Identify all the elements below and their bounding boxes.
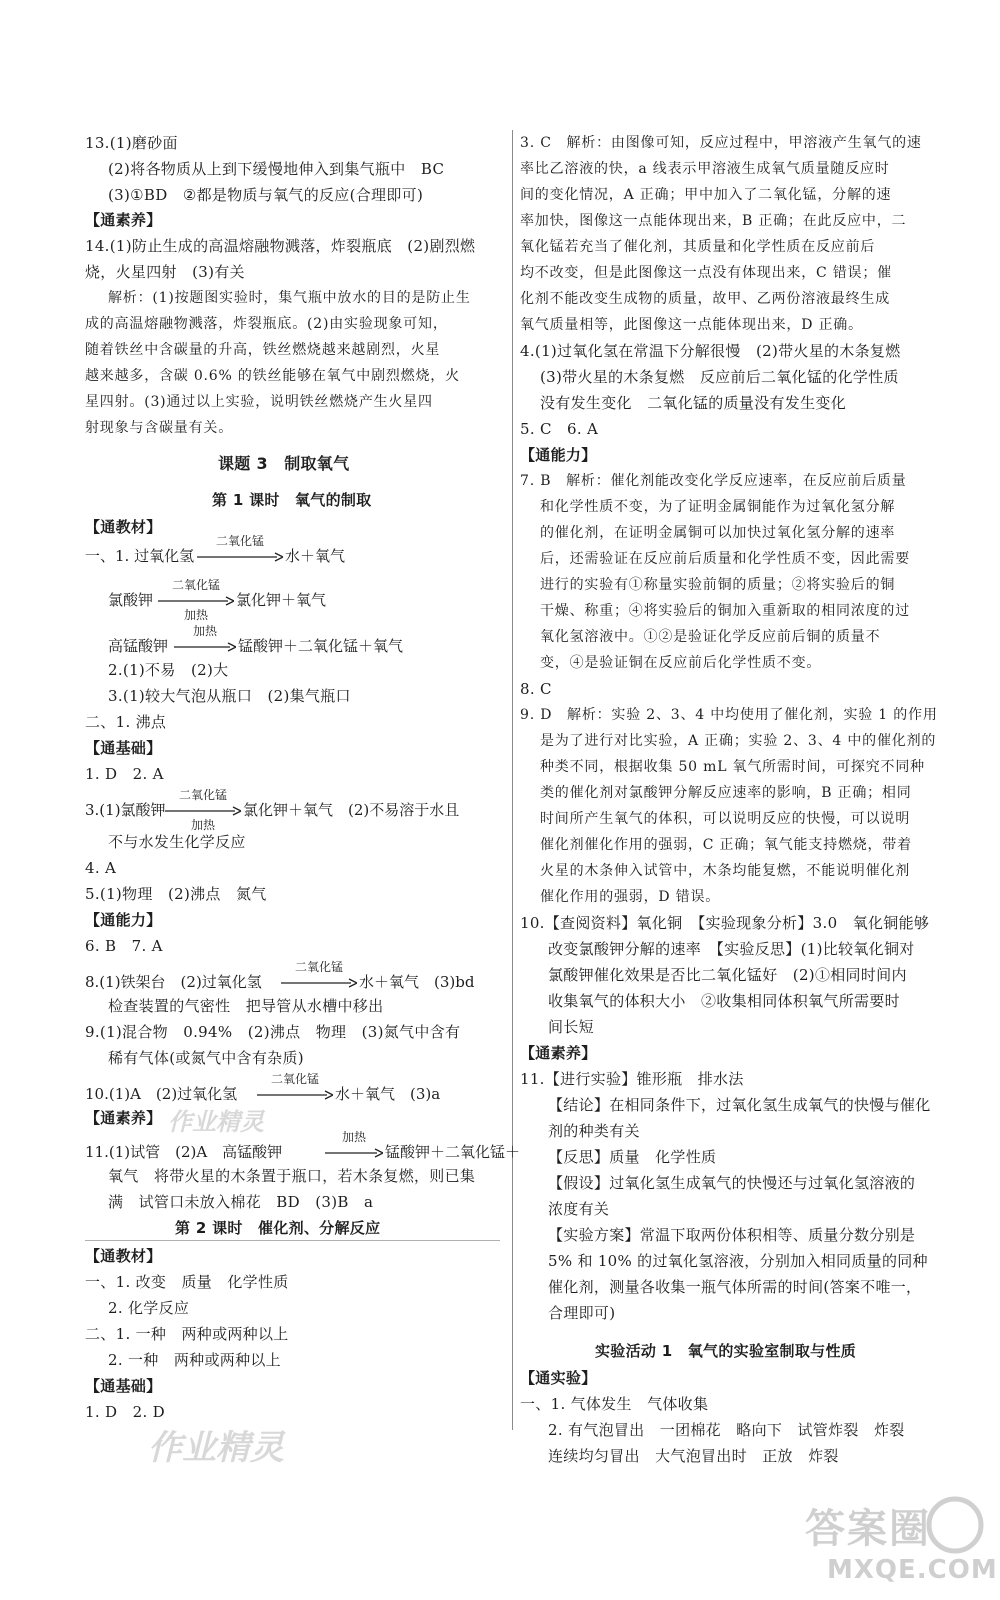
q13-line3: (3)①BD ②都是物质与氧气的反应(合理即可)	[108, 186, 424, 204]
catalyst-label: 二氧化锰	[294, 960, 343, 974]
section-heading: 【通能力】	[85, 911, 162, 929]
answer-10-line: 间长短	[548, 1018, 594, 1036]
equation-reactants: 氯酸钾	[108, 591, 154, 609]
catalyst-label: 二氧化锰	[215, 534, 264, 548]
logo-text: 答案圈	[805, 1506, 931, 1552]
answer-line: 5. C 6. A	[520, 420, 599, 438]
answer-11-line: 【假设】过氧化氢生成氧气的快慢还与过氧化氢溶液的	[548, 1174, 916, 1192]
equation-products: 水＋氧气 (3)bd	[359, 973, 475, 991]
answer-line: 不与水发生化学反应	[108, 833, 246, 851]
answer-9-line: 催化剂催化作用的强弱，C 正确；氧气能支持燃烧，带着	[540, 837, 912, 853]
reaction-arrow-icon	[325, 1148, 383, 1158]
answer-7-line: 7. B 解析：催化剂能改变化学反应速率，在反应前后质量	[520, 473, 907, 489]
equation-reactants: 11.(1)试管 (2)A 高锰酸钾	[85, 1143, 283, 1161]
section-heading: 【通教材】	[85, 1247, 162, 1265]
answer-9-line: 种类不同，根据收集 50 mL 氧气所需时间，可探究不同种	[540, 759, 925, 775]
answer-10-line: 氯酸钾催化效果是否比二氧化锰好 (2)①相同时间内	[548, 966, 907, 984]
q14-line1: 14.(1)防止生成的高温熔融物溅落，炸裂瓶底 (2)剧烈燃	[85, 237, 476, 255]
answer-line: 2. 一种 两种或两种以上	[108, 1351, 281, 1369]
answer-7-line: 后，还需验证在反应前后质量和化学性质不变，因此需要	[540, 551, 910, 567]
watermark: 作业精灵	[148, 1428, 284, 1468]
answer-line: 4. A	[85, 859, 117, 877]
equation-2	[108, 574, 498, 626]
answer-line: 一、1. 改变 质量 化学性质	[85, 1273, 289, 1291]
answer-line: 3.(1)较大气泡从瓶口 (2)集气瓶口	[108, 687, 351, 705]
reaction-arrow-icon	[165, 806, 241, 816]
catalyst-label: 二氧化锰	[171, 578, 220, 592]
answer-10-line: 改变氯酸钾分解的速率 【实验反思】(1)比较氧化铜对	[548, 940, 915, 958]
answer-9-line: 催化作用的强弱，D 错误。	[540, 889, 721, 905]
equation-products: 水＋氧气	[285, 547, 346, 565]
answer-3-line: 率比乙溶液的快，a 线表示甲溶液生成氧气质量随反应时	[520, 161, 890, 177]
reaction-arrow-icon	[281, 978, 357, 988]
answer-9-line: 9. D 解析：实验 2、3、4 中均使用了催化剂，实验 1 的作用	[520, 707, 938, 723]
answer-4-line: 没有发生变化 二氧化锰的质量没有发生变化	[540, 394, 847, 412]
answer-line: 9.(1)混合物 0.94% (2)沸点 物理 (3)氮气中含有	[85, 1023, 461, 1041]
q14-line2: 烧，火星四射 (3)有关	[85, 263, 245, 281]
answer-7-line: 的催化剂，在证明金属铜可以加快过氧化氢分解的速率	[540, 525, 896, 541]
catalyst-label: 二氧化锰	[270, 1072, 319, 1086]
section-rule	[85, 1240, 500, 1241]
reaction-arrow-icon	[197, 552, 283, 562]
condition-label: 加热	[190, 818, 215, 832]
equation-products: 氯化钾＋氧气 (2)不易溶于水且	[243, 801, 460, 819]
activity-title: 实验活动 1 氧气的实验室制取与性质	[595, 1342, 857, 1360]
condition-label: 加热	[341, 1130, 366, 1144]
column-divider	[512, 130, 513, 1430]
condition-label: 加热	[183, 608, 208, 622]
answer-line: 1. D 2. A	[85, 765, 164, 783]
reaction-arrow-icon	[257, 1090, 333, 1100]
answer-3-line: 氧气质量相等，此图像这一点能体现出来，D 正确。	[520, 317, 863, 333]
answer-3-line: 氧化锰若充当了催化剂，其质量和化学性质在反应前后	[520, 239, 876, 255]
answer-11-line: 催化剂，测量各收集一瓶气体所需的时间(答案不唯一，	[548, 1278, 922, 1296]
answer-line: 2. 有气泡冒出 一团棉花 略向下 试管炸裂 炸裂	[548, 1421, 905, 1439]
answer-11-line: 【实验方案】常温下取两份体积相等、质量分数分别是	[548, 1226, 916, 1244]
answer-line: 二、1. 一种 两种或两种以上	[85, 1325, 289, 1343]
answer-11-line: 剂的种类有关	[548, 1122, 640, 1140]
answer-3-line: 3. C 解析：由图像可知，反应过程中，甲溶液产生氧气的速	[520, 135, 922, 151]
answer-3-line: 间的变化情况，A 正确；甲中加入了二氧化锰，分解的速	[520, 187, 892, 203]
equation-reactants: 10.(1)A (2)过氧化氢	[85, 1085, 238, 1103]
topic-title: 课题 3 制取氧气	[218, 454, 350, 473]
equation-4	[85, 784, 505, 836]
equation-products: 氯化钾＋氧气	[236, 591, 327, 609]
section-heading: 【通基础】	[85, 739, 162, 757]
answer-11-line: 浓度有关	[548, 1200, 610, 1218]
q14-line5: 随着铁丝中含碳量的升高，铁丝燃烧越来越剧烈，火星	[85, 342, 441, 358]
q13-line1: 13.(1)磨砂面	[85, 134, 178, 152]
equation-reactants: 一、1. 过氧化氢	[85, 547, 195, 565]
answer-3-line: 化剂不能改变生成物的质量，故甲、乙两份溶液最终生成	[520, 291, 890, 307]
answer-line: 8. C	[520, 680, 552, 698]
answer-10-line: 10.【查阅资料】氧化铜 【实验现象分析】3.0 氧化铜能够	[520, 914, 930, 932]
section-heading: 【通实验】	[520, 1369, 597, 1387]
equation-reactants: 3.(1)氯酸钾	[85, 801, 166, 819]
section-heading: 【通素养】	[85, 211, 162, 229]
equation-products: 锰酸钾＋二氧化锰＋	[385, 1143, 521, 1161]
answer-line: 6. B 7. A	[85, 937, 163, 955]
answer-line: 2. 化学反应	[108, 1299, 190, 1317]
answer-9-line: 类的催化剂对氯酸钾分解反应速率的影响，B 正确；相同	[540, 785, 912, 801]
answer-line: 二、1. 沸点	[85, 713, 167, 731]
section-heading: 【通素养】	[520, 1044, 597, 1062]
answer-7-line: 变，④是验证铜在反应前后化学性质不变。	[540, 655, 822, 671]
reaction-arrow-icon	[174, 642, 236, 652]
answer-7-line: 干燥、称重；④将实验后的铜加入重新取的相同浓度的过	[540, 603, 910, 619]
lesson1-title: 第 1 课时 氧气的制取	[212, 491, 372, 509]
answer-7-line: 进行的实验有①称量实验前铜的质量；②将实验后的铜	[540, 577, 896, 593]
answer-4-line: (3)带火星的木条复燃 反应前后二氧化锰的化学性质	[540, 368, 899, 386]
answer-7-line: 氧化氢溶液中。①②是验证化学反应前后铜的质量不	[540, 629, 881, 645]
answer-11-line: 【结论】在相同条件下，过氧化氢生成氧气的快慢与催化	[548, 1096, 931, 1114]
answer-4-line: 4.(1)过氧化氢在常温下分解很慢 (2)带火星的木条复燃	[520, 342, 901, 360]
watermark: 作业精灵	[168, 1108, 264, 1136]
equation-products: 锰酸钾＋二氧化锰＋氧气	[238, 637, 404, 655]
section-heading: 【通素养】	[85, 1109, 162, 1127]
answer-line: 氧气 将带火星的木条置于瓶口，若木条复燃，则已集	[108, 1167, 476, 1185]
answer-11-line: 合理即可)	[548, 1304, 616, 1322]
answer-11-line: 5% 和 10% 的过氧化氢溶液，分别加入相同质量的同种	[548, 1252, 928, 1270]
q14-line4: 成的高温熔融物溅落，炸裂瓶底。(2)由实验现象可知，	[85, 316, 448, 332]
section-heading: 【通基础】	[85, 1377, 162, 1395]
condition-label: 加热	[192, 624, 217, 638]
q14-line3: 解析：(1)按题图实验时，集气瓶中放水的目的是防止生	[108, 290, 471, 306]
answer-9-line: 火星的木条伸入试管中，木条均能复燃，不能说明催化剂	[540, 863, 910, 879]
answer-9-line: 是为了进行对比实验，A 正确；实验 2、3、4 中的催化剂的	[540, 733, 937, 749]
answer-line: 检查装置的气密性 把导管从水槽中移出	[108, 997, 384, 1015]
q14-line6: 越来越多，含碳 0.6% 的铁丝能够在氧气中剧烈燃烧，火	[85, 368, 460, 384]
answer-3-line: 均不改变，但是此图像这一点没有体现出来，C 错误；催	[520, 265, 892, 281]
answer-9-line: 时间所产生氧气的体积，可以说明反应的快慢，可以说明	[540, 811, 910, 827]
q14-line8: 射现象与含碳量有关。	[85, 420, 233, 436]
equation-1	[85, 530, 495, 574]
q13-line2: (2)将各物质从上到下缓慢地伸入到集气瓶中 BC	[108, 160, 445, 178]
equation-reactants: 高锰酸钾	[108, 637, 169, 655]
section-heading: 【通能力】	[520, 446, 597, 464]
lesson2-title: 第 2 课时 催化剂、分解反应	[175, 1219, 381, 1237]
answer-line: 2.(1)不易 (2)大	[108, 661, 229, 679]
answer-7-line: 和化学性质不变，为了证明金属铜能作为过氧化氢分解	[540, 499, 896, 515]
logo-url: MXQE.COM	[827, 1555, 998, 1585]
equation-reactants: 8.(1)铁架台 (2)过氧化氢	[85, 973, 262, 991]
answer-11-line: 11.【进行实验】锥形瓶 排水法	[520, 1070, 744, 1088]
answer-line: 稀有气体(或氮气中含有杂质)	[108, 1049, 304, 1067]
answer-11-line: 【反思】质量 化学性质	[548, 1148, 717, 1166]
answer-line: 1. D 2. D	[85, 1403, 165, 1421]
catalyst-label: 二氧化锰	[178, 788, 227, 802]
reaction-arrow-icon	[158, 596, 234, 606]
section-heading: 【通教材】	[85, 518, 162, 536]
answer-line: 5.(1)物理 (2)沸点 氮气	[85, 885, 267, 903]
equation-products: 水＋氧气 (3)a	[335, 1085, 441, 1103]
q14-line7: 星四射。(3)通过以上实验，说明铁丝燃烧产生火星四	[85, 394, 433, 410]
answer-line: 连续均匀冒出 大气泡冒出时 正放 炸裂	[548, 1447, 839, 1465]
answer-3-line: 率加快，图像这一点能体现出来，B 正确；在此反应中，二	[520, 213, 907, 229]
answer-line: 满 试管口未放入棉花 BD (3)B a	[108, 1193, 374, 1211]
site-logo	[795, 1485, 998, 1595]
answer-line: 一、1. 气体发生 气体收集	[520, 1395, 709, 1413]
answer-10-line: 收集氧气的体积大小 ②收集相同体积氧气所需要时	[548, 992, 900, 1010]
